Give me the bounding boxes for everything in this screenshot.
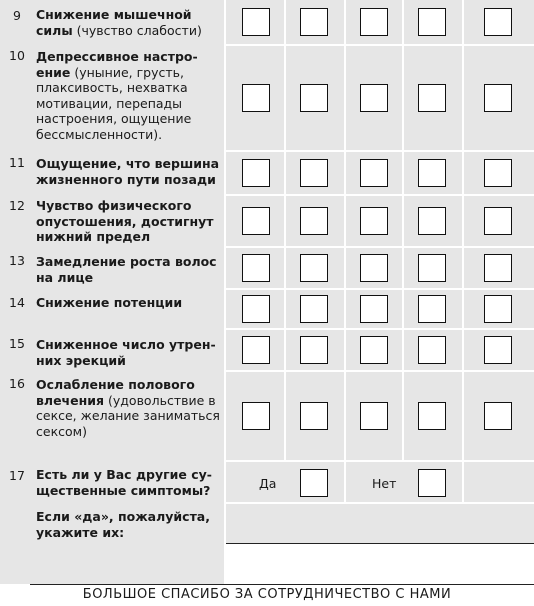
no-label: Нет	[372, 476, 397, 491]
question-bold: Есть ли у Вас другие су-щественные симптомы?	[36, 467, 212, 498]
answer-checkbox[interactable]	[242, 8, 270, 36]
answer-checkbox[interactable]	[418, 402, 446, 430]
answer-checkbox[interactable]	[418, 336, 446, 364]
question-text	[36, 7, 222, 38]
question-bold: Депрессивное настро-ение	[36, 49, 198, 80]
answer-checkbox[interactable]	[484, 336, 512, 364]
empty-cell	[464, 462, 534, 502]
answer-checkbox[interactable]	[242, 402, 270, 430]
answer-checkbox[interactable]	[242, 84, 270, 112]
footer-divider	[30, 584, 534, 585]
question-bold: Чувство физического опустошения, достигнут нижний предел	[36, 198, 214, 244]
answer-checkbox[interactable]	[418, 295, 446, 323]
answer-checkbox[interactable]	[300, 402, 328, 430]
answer-checkbox[interactable]	[300, 8, 328, 36]
answer-checkbox[interactable]	[484, 295, 512, 323]
yes-checkbox[interactable]	[300, 469, 328, 497]
answer-checkbox[interactable]	[300, 84, 328, 112]
question-text	[36, 295, 222, 311]
question-detail: (уныние, грусть, плаксивость, нехватка мотивации, перепады настроения, ощущение бессмысленности).	[36, 64, 192, 142]
answer-checkbox[interactable]	[300, 336, 328, 364]
answer-checkbox[interactable]	[360, 84, 388, 112]
row-number: 12	[9, 198, 25, 213]
answer-checkbox[interactable]	[484, 254, 512, 282]
question-bold: Ослабление полового влечения	[36, 377, 195, 408]
answer-checkbox[interactable]	[418, 84, 446, 112]
answer-checkbox[interactable]	[360, 254, 388, 282]
answer-checkbox[interactable]	[418, 8, 446, 36]
answer-checkbox[interactable]	[242, 159, 270, 187]
row-number: 11	[9, 155, 25, 170]
answer-checkbox[interactable]	[484, 84, 512, 112]
question-text	[36, 377, 222, 439]
question-bold: Замедление роста волос на лице	[36, 254, 217, 285]
row-number: 14	[9, 295, 25, 310]
answer-checkbox[interactable]	[300, 207, 328, 235]
question-bold: Ощущение, что вершина жизненного пути позади	[36, 156, 220, 187]
row-number: 10	[9, 48, 25, 63]
row-number: 17	[9, 468, 25, 483]
answer-checkbox[interactable]	[418, 207, 446, 235]
row-number: 15	[9, 336, 25, 351]
question-bold: Снижение потенции	[36, 295, 183, 310]
question-bold: Сниженное число утрен-них эрекций	[36, 337, 216, 368]
question-text	[36, 467, 222, 498]
answer-checkbox[interactable]	[360, 402, 388, 430]
question-text	[36, 49, 222, 142]
answer-checkbox[interactable]	[360, 159, 388, 187]
no-checkbox[interactable]	[418, 469, 446, 497]
question-text	[36, 337, 222, 368]
answer-checkbox[interactable]	[484, 207, 512, 235]
followup-bold: Если «да», пожалуйста, укажите их:	[36, 509, 210, 540]
answer-checkbox[interactable]	[360, 207, 388, 235]
answer-checkbox[interactable]	[360, 8, 388, 36]
answer-checkbox[interactable]	[242, 336, 270, 364]
answer-checkbox[interactable]	[242, 295, 270, 323]
question-text	[36, 254, 222, 285]
row-number: 13	[9, 253, 25, 268]
answer-checkbox[interactable]	[484, 8, 512, 36]
question-text	[36, 198, 222, 245]
answer-checkbox[interactable]	[418, 254, 446, 282]
footer-thanks: БОЛЬШОЕ СПАСИБО ЗА СОТРУДНИЧЕСТВО С НАМИ	[82, 587, 452, 602]
answer-checkbox[interactable]	[360, 336, 388, 364]
answer-checkbox[interactable]	[484, 402, 512, 430]
answer-checkbox[interactable]	[360, 295, 388, 323]
row-number: 9	[13, 8, 21, 23]
question-detail: (чувство слабости)	[72, 22, 202, 38]
answer-checkbox[interactable]	[484, 159, 512, 187]
answer-checkbox[interactable]	[300, 254, 328, 282]
other-symptoms-field[interactable]	[226, 504, 534, 543]
question-bold: Снижение мышечной силы	[36, 7, 192, 38]
followup-text	[36, 509, 222, 540]
question-text	[36, 156, 222, 187]
answer-checkbox[interactable]	[242, 254, 270, 282]
question-detail: (удовольствие в сексе, желание заниматься сексом)	[36, 392, 220, 439]
answer-checkbox[interactable]	[242, 207, 270, 235]
answer-checkbox[interactable]	[300, 295, 328, 323]
answer-checkbox[interactable]	[418, 159, 446, 187]
yes-label: Да	[259, 476, 277, 491]
answer-checkbox[interactable]	[300, 159, 328, 187]
row-number: 16	[9, 376, 25, 391]
answer-underline	[226, 543, 534, 544]
